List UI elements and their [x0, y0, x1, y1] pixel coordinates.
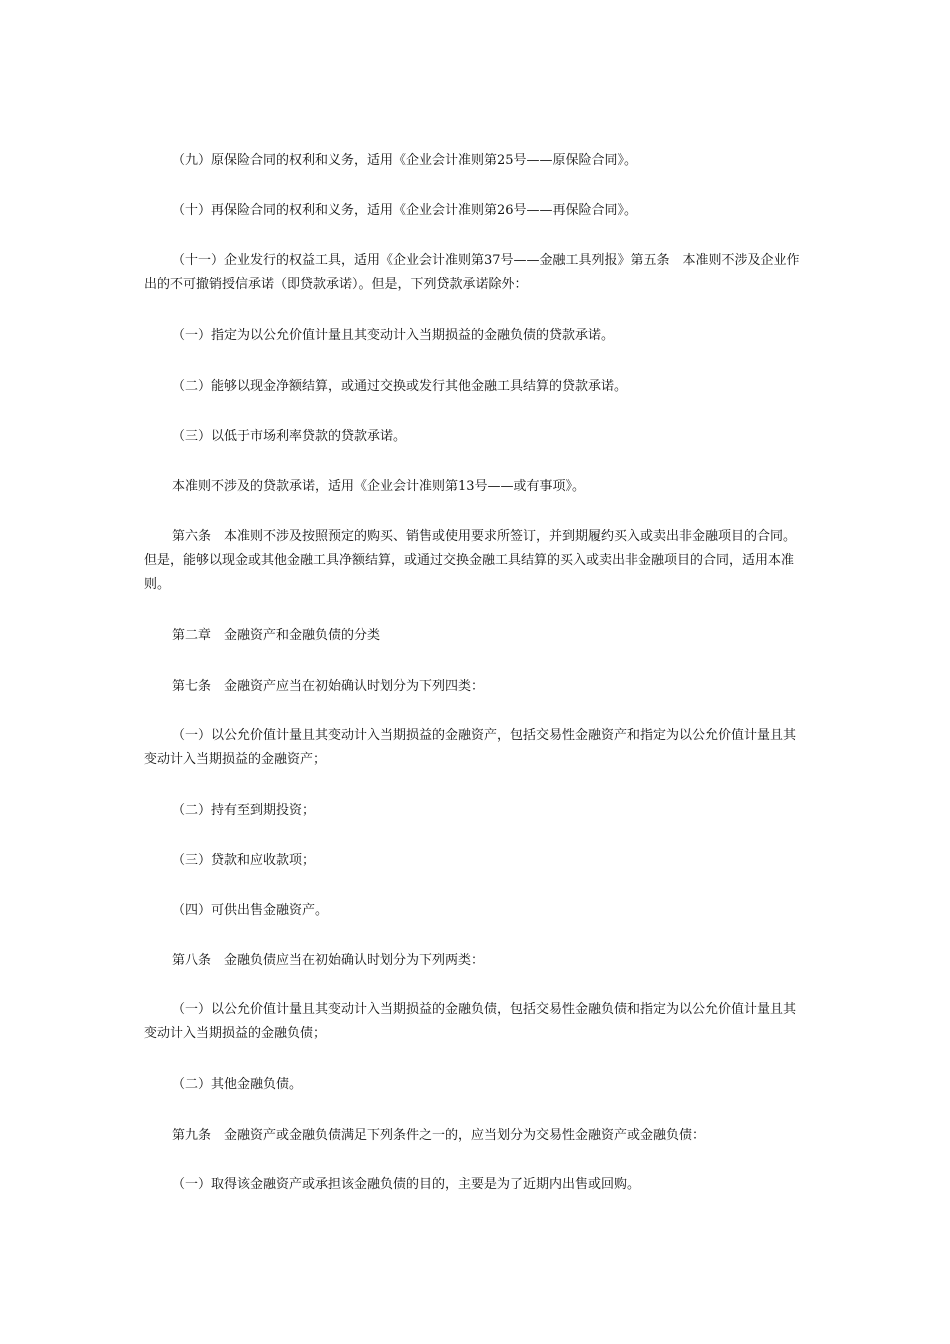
chapter-heading: 第二章 金融资产和金融负债的分类	[172, 628, 381, 643]
paragraph-article-8: 第八条 金融负债应当在初始确认时划分为下列两类：	[172, 953, 485, 968]
paragraph-article-9: 第九条 金融资产或金融负债满足下列条件之一的，应当划分为交易性金融资产或金融负债：	[172, 1128, 706, 1143]
paragraph-item-9: （九）原保险合同的权利和义务，适用《企业会计准则第25号——原保险合同》。	[172, 153, 638, 168]
paragraph-item-11: （十一）企业发行的权益工具，适用《企业会计准则第37号——金融工具列报》第五条 本准则不涉及企业作出的不可撤销授信承诺（即贷款承诺）。但是，下列贷款承诺除外：	[144, 253, 800, 292]
paragraph-excluded-loan-commitments: 本准则不涉及的贷款承诺，适用《企业会计准则第13号——或有事项》。	[172, 479, 586, 494]
paragraph-loan-exception-2: （二）能够以现金净额结算，或通过交换或发行其他金融工具结算的贷款承诺。	[172, 379, 628, 394]
paragraph-liability-class-2: （二）其他金融负债。	[172, 1077, 303, 1092]
paragraph-liability-class-1: （一）以公允价值计量且其变动计入当期损益的金融负债，包括交易性金融负债和指定为以公允价值计量且其变动计入当期损益的金融负债；	[144, 1002, 797, 1041]
paragraph-article-6: 第六条 本准则不涉及按照预定的购买、销售或使用要求所签订，并到期履约买入或卖出非金融项目的合同。但是，能够以现金或其他金融工具净额结算，或通过交换金融工具结算的买入或卖出非金融项目的合同，适用本准则。	[144, 529, 797, 592]
paragraph-asset-class-3: （三）贷款和应收款项；	[172, 853, 316, 868]
paragraph-article-7: 第七条 金融资产应当在初始确认时划分为下列四类：	[172, 679, 485, 694]
paragraph-loan-exception-1: （一）指定为以公允价值计量且其变动计入当期损益的金融负债的贷款承诺。	[172, 328, 615, 343]
paragraph-asset-class-2: （二）持有至到期投资；	[172, 803, 316, 818]
paragraph-asset-class-4: （四）可供出售金融资产。	[172, 903, 329, 918]
paragraph-trading-condition-1: （一）取得该金融资产或承担该金融负债的目的，主要是为了近期内出售或回购。	[172, 1177, 641, 1192]
paragraph-loan-exception-3: （三）以低于市场利率贷款的贷款承诺。	[172, 429, 407, 444]
paragraph-item-10: （十）再保险合同的权利和义务，适用《企业会计准则第26号——再保险合同》。	[172, 203, 638, 218]
paragraph-asset-class-1: （一）以公允价值计量且其变动计入当期损益的金融资产，包括交易性金融资产和指定为以公允价值计量且其变动计入当期损益的金融资产；	[144, 728, 797, 767]
